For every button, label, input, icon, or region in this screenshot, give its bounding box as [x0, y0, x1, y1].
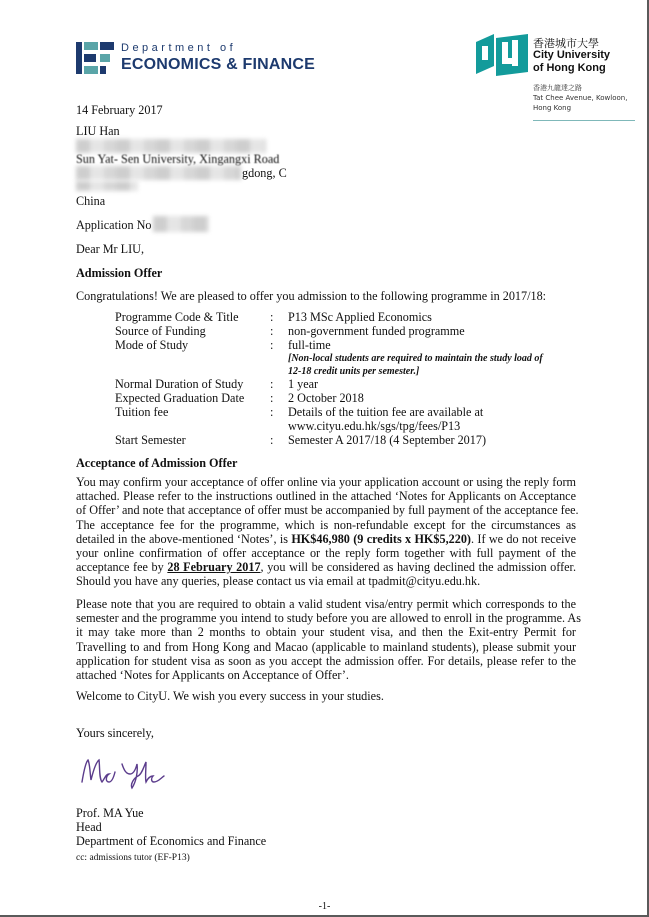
address-zh: 香港九龍達之路 — [533, 84, 582, 92]
paragraph-line — [76, 532, 576, 546]
paragraph-line: application for student visa as soon as you accept the admission offer. For details, please refer to the — [76, 653, 576, 668]
semester-value: Semester A 2017/18 (4 September 2017) — [288, 433, 487, 447]
signer-name: Prof. MA Yue — [76, 806, 144, 820]
recipient-name: LIU Han — [76, 124, 120, 138]
paragraph-line: your online confirmation of offer acceptance or the reply form together with full payment of the — [76, 546, 576, 561]
recipient-address-2: gdong, C — [242, 166, 287, 180]
paragraph-text: detailed in the above-mentioned ‘Notes’, is — [76, 531, 292, 546]
colon: : — [270, 391, 274, 405]
colon: : — [270, 324, 274, 338]
application-no-label: Application No — [76, 218, 152, 232]
department-logo — [76, 40, 336, 80]
letter-date: 14 February 2017 — [76, 103, 163, 117]
colon: : — [270, 377, 274, 391]
paragraph-text: , you will be considered as having declined the admission offer. — [260, 560, 576, 575]
university-address — [533, 83, 627, 113]
tuition-value: Details of the tuition fee are available at — [288, 405, 484, 419]
funding-label: Source of Funding — [115, 324, 206, 338]
header-rule — [533, 120, 635, 121]
address-en-2: Hong Kong — [533, 104, 572, 112]
paragraph-text: . If we do not receive — [471, 531, 577, 546]
paragraph-line: semester and the programme you intend to study before you are allowed to enroll in the programme. As — [76, 611, 581, 626]
redacted-application-no — [153, 216, 209, 232]
paragraph-line: it may take more than 2 months to obtain your student visa, and then the Exit-entry Permit for — [76, 625, 576, 640]
acceptance-heading: Acceptance of Admission Offer — [76, 456, 238, 470]
redacted-address — [76, 139, 266, 153]
ef-logo-mark — [76, 40, 116, 76]
address-en-1: Tat Chee Avenue, Kowloon, — [533, 94, 628, 102]
university-logo — [474, 32, 639, 122]
paragraph-line: You may confirm your acceptance of offer online via your application account or using the reply form — [76, 475, 576, 489]
colon: : — [270, 433, 274, 447]
study-load-note-2: 12-18 credit units per semester.] — [288, 366, 420, 377]
graduation-value: 2 October 2018 — [288, 391, 364, 405]
salutation: Dear Mr LIU, — [76, 242, 145, 256]
funding-value: non-government funded programme — [288, 324, 465, 338]
cc-line: cc: admissions tutor (EF-P13) — [76, 853, 190, 863]
colon: : — [270, 310, 274, 324]
duration-label: Normal Duration of Study — [115, 377, 244, 391]
paragraph-text: acceptance fee by — [76, 560, 168, 575]
visa-paragraph — [76, 597, 581, 683]
study-load-note-1: [Non-local students are required to maintain the study load of — [288, 353, 543, 364]
redacted-city — [76, 181, 138, 191]
colon: : — [270, 338, 274, 352]
page-number: -1- — [318, 901, 331, 912]
tuition-label: Tuition fee — [115, 405, 169, 419]
duration-value: 1 year — [288, 377, 319, 391]
paragraph-line: The acceptance fee for the programme, which is non-refundable except for the circumstances as — [76, 517, 576, 532]
signer-department: Department of Economics and Finance — [76, 834, 267, 848]
university-name-zh: 香港城市大學 — [533, 37, 599, 50]
university-name-en-1: City University — [533, 49, 611, 61]
paragraph-line: Travelling to and from Hong Kong and Macao (applicable to mainland students), please submit your — [76, 639, 576, 654]
paragraph-line: attached. Please refer to the instructions outlined in the attached ‘Notes for Applicants on Acceptance — [76, 489, 576, 504]
yours-sincerely: Yours sincerely, — [76, 726, 154, 740]
signature — [78, 752, 173, 792]
tuition-url: www.cityu.edu.hk/sgs/tpg/fees/P13 — [288, 419, 461, 433]
paragraph-line: attached ‘Notes for Applicants on Acceptance of Offer’. — [76, 668, 349, 683]
programme-label: Programme Code & Title — [115, 310, 239, 324]
signer-title: Head — [76, 820, 102, 834]
semester-label: Start Semester — [115, 433, 186, 447]
acceptance-fee: HK$46,980 (9 credits x HK$5,220) — [291, 531, 471, 546]
dept-line-2: ECONOMICS & FINANCE — [121, 56, 316, 73]
recipient-country: China — [76, 194, 106, 208]
congratulations-line: Congratulations! We are pleased to offer you admission to the following programme in 2017/18: — [76, 289, 547, 303]
paragraph-line: Should you have any queries, please contact us via email at tpadmit@cityu.edu.hk. — [76, 574, 481, 589]
university-name-en-2: of Hong Kong — [533, 62, 606, 74]
programme-value: P13 MSc Applied Economics — [288, 310, 432, 324]
colon: : — [270, 405, 274, 419]
dept-line-1: Department of — [121, 42, 237, 54]
cityu-emblem-icon — [474, 32, 530, 78]
recipient-address-1: Sun Yat- Sen University, Xingangxi Road — [76, 152, 280, 166]
mode-label: Mode of Study — [115, 338, 189, 352]
acceptance-deadline: 28 February 2017 — [167, 560, 261, 575]
paragraph-line: Please note that you are required to obtain a valid student visa/entry permit which corresponds to the — [76, 597, 576, 611]
offer-heading: Admission Offer — [76, 266, 163, 280]
mode-value: full-time — [288, 338, 331, 352]
paragraph-line: of Offer’ and note that acceptance of offer must be accompanied by full payment of the acceptance fee. — [76, 503, 579, 518]
welcome-line: Welcome to CityU. We wish you every success in your studies. — [76, 689, 384, 703]
paragraph-line — [76, 560, 576, 574]
acceptance-paragraph — [76, 475, 579, 589]
redacted-address-2 — [76, 166, 241, 180]
graduation-label: Expected Graduation Date — [115, 391, 245, 405]
